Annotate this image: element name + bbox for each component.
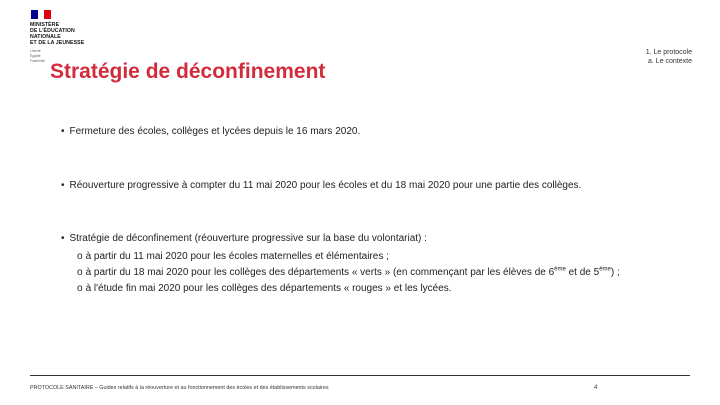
bullet-marker: •	[61, 180, 65, 191]
sub-text-middle: et de 5	[565, 267, 600, 278]
ministry-line: DE L'ÉDUCATION	[30, 28, 75, 34]
bullet-item	[61, 180, 581, 191]
motto-line: Égalité	[30, 54, 41, 58]
sub-text: à l'étude fin mai 2020 pour les collèges des départements « rouges » et les lycées.	[85, 283, 452, 294]
sub-text-start: à partir du 18 mai 2020 pour les collèges des départements « verts » (en commençant par les élèves de 6	[85, 267, 555, 278]
ministry-line: MINISTÈRE	[30, 22, 60, 28]
ministry-line: ET DE LA JEUNESSE	[30, 40, 85, 46]
ordinal-superscript: ème	[554, 266, 566, 273]
ordinal-superscript: ème	[599, 266, 611, 273]
bullet-text: Fermeture des écoles, collèges et lycées depuis le 16 mars 2020.	[69, 126, 361, 137]
ministry-name	[30, 22, 100, 46]
sub-text: à partir du 11 mai 2020 pour les écoles maternelles et élémentaires ;	[85, 251, 389, 262]
page-number: 4	[594, 385, 598, 391]
bullet-item	[61, 126, 360, 137]
bullet-marker: •	[61, 233, 65, 244]
bullet-text: Réouverture progressive à compter du 11 mai 2020 pour les écoles et du 18 mai 2020 pour une partie des collèges.	[69, 180, 582, 191]
slide-title: Stratégie de déconfinement	[50, 60, 326, 83]
section-subsection: a. Le contexte	[648, 58, 692, 65]
sub-item	[77, 251, 389, 262]
bullet-item	[61, 233, 427, 244]
flag-blue-stripe	[31, 10, 38, 19]
footer-divider	[30, 375, 690, 376]
ministry-logo	[30, 10, 100, 64]
section-reference	[646, 48, 692, 66]
ministry-line: NATIONALE	[30, 34, 61, 40]
flag-white-stripe	[38, 10, 45, 19]
footer-caption: PROTOCOLE SANITAIRE – Guides relatifs à la réouverture et au fonctionnement des écoles et des établissements scolaires	[30, 385, 329, 391]
section-chapter: 1. Le protocole	[645, 49, 692, 56]
french-flag-icon	[31, 10, 51, 19]
motto-line: Liberté	[30, 49, 41, 53]
sub-marker: o	[77, 267, 83, 278]
sub-item	[77, 267, 620, 278]
sub-item	[77, 283, 452, 294]
motto-line: Fraternité	[30, 59, 45, 63]
sub-marker: o	[77, 251, 83, 262]
sub-marker: o	[77, 283, 83, 294]
bullet-text: Stratégie de déconfinement (réouverture progressive sur la base du volontariat) :	[69, 233, 427, 244]
sub-text-end: ) ;	[610, 267, 620, 278]
bullet-marker: •	[61, 126, 65, 137]
flag-red-stripe	[44, 10, 51, 19]
